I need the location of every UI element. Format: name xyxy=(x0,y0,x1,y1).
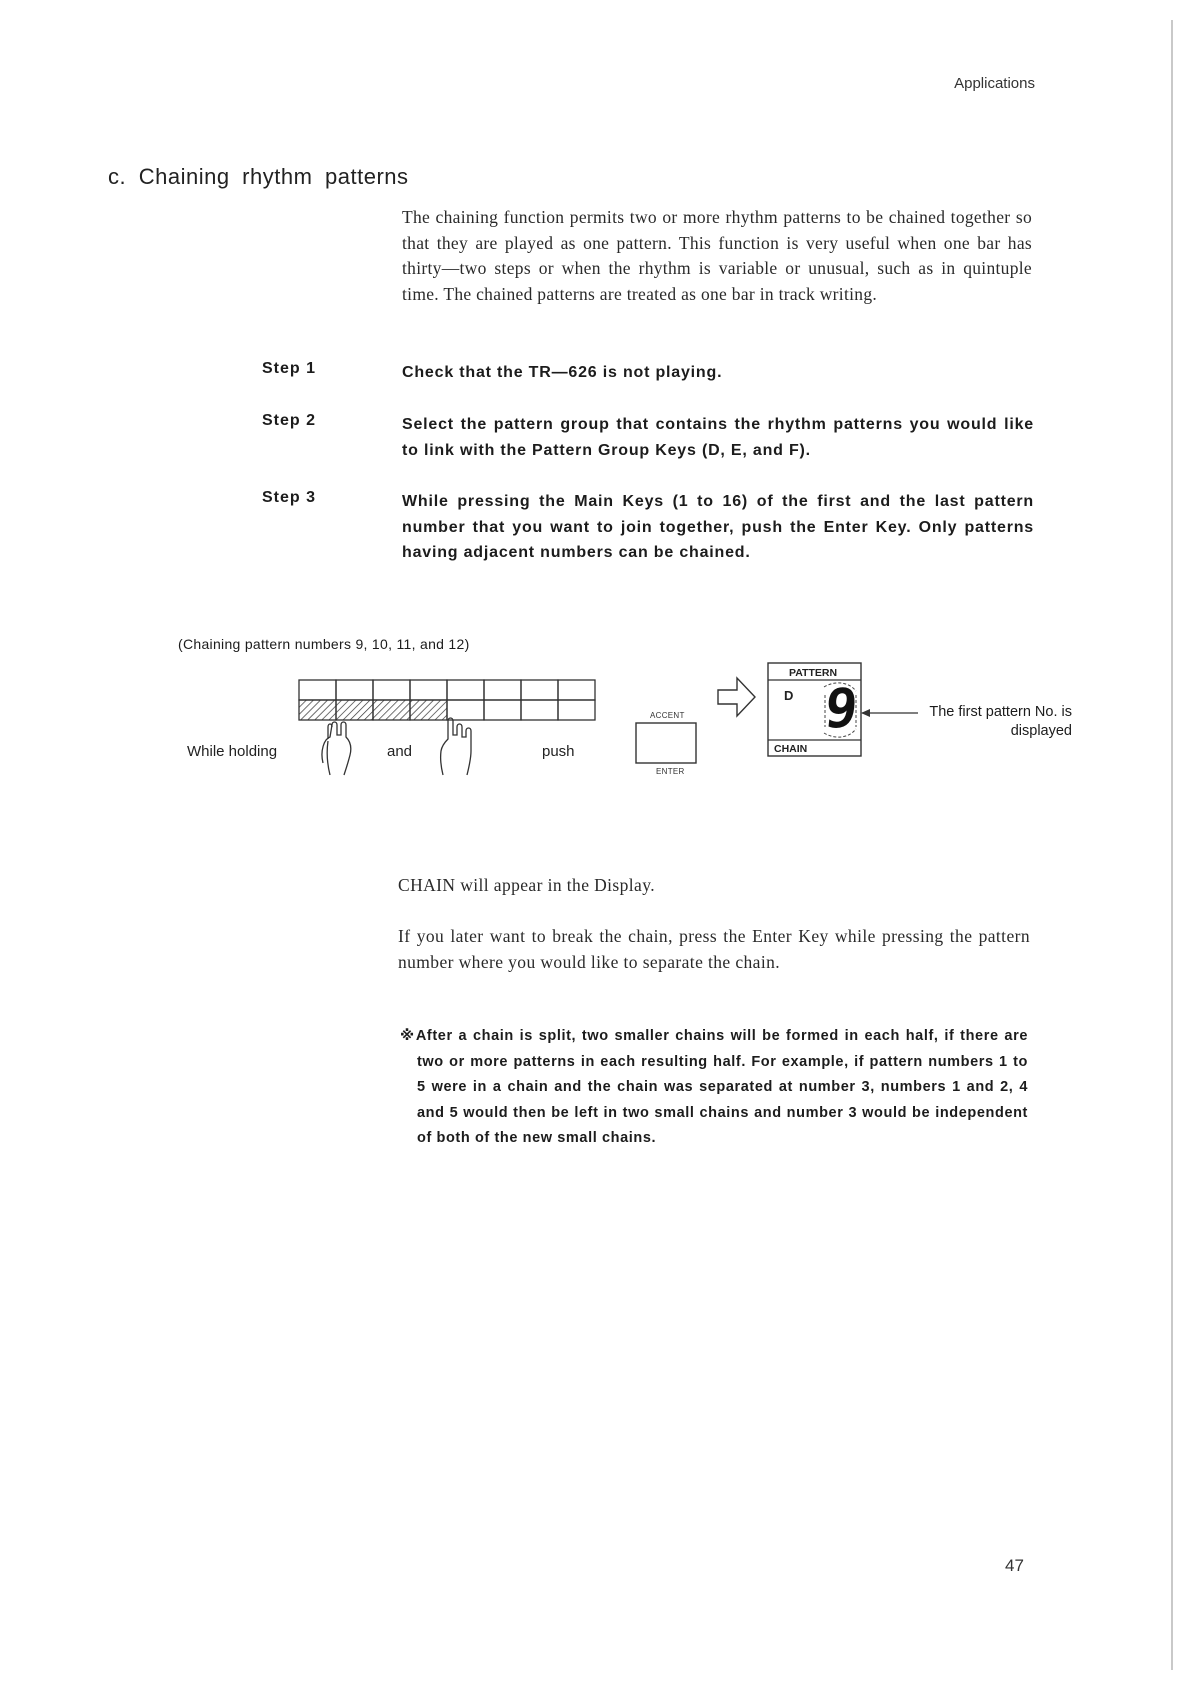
page-number: 47 xyxy=(1005,1556,1024,1575)
main-key-upper xyxy=(373,680,410,700)
main-key-hatched xyxy=(373,700,410,720)
main-key xyxy=(558,700,595,720)
step-text: Check that the TR—626 is not playing. xyxy=(402,364,723,381)
display-pattern-label: PATTERN xyxy=(789,667,838,679)
enter-key xyxy=(636,723,696,763)
page-edge-line xyxy=(1171,20,1173,1670)
main-key xyxy=(447,700,484,720)
break-chain-paragraph: If you later want to break the chain, press the Enter Key while pressing the pattern number where you would like to separate the chain. xyxy=(398,926,1030,972)
main-key-hatched xyxy=(299,700,336,720)
main-key-upper xyxy=(336,680,373,700)
right-finger-icon xyxy=(441,718,471,775)
main-key-upper xyxy=(299,680,336,700)
display-digit: 9 xyxy=(821,677,861,740)
main-key-upper xyxy=(447,680,484,700)
main-key-upper xyxy=(484,680,521,700)
running-head: Applications xyxy=(954,75,1035,92)
intro-paragraph: The chaining function permits two or more rhythm patterns to be chained together so that they are played as one pattern. This function is very useful when one bar has thirty—two steps or when the rhythm is variable or unusual, such as in quintuple time. The chained patterns are treated as one bar in track writing. xyxy=(402,207,1032,304)
step-label: Step 1 xyxy=(262,360,317,377)
and-label: and xyxy=(387,743,413,760)
main-key xyxy=(484,700,521,720)
push-label: push xyxy=(542,743,575,760)
footnote-text: ※After a chain is split, two smaller chains will be formed in each half, if there are two or more patterns in each resulting half. For example, if pattern numbers 1 to 5 were in a chain and the chain was separated at number 3, numbers 1 and 2, 4 and 5 would then be left in two small chains and number 3 would be independent of both of the new small chains. xyxy=(400,1028,1028,1147)
step-label: Step 3 xyxy=(262,489,317,506)
main-key-hatched xyxy=(336,700,373,720)
left-finger-icon xyxy=(322,722,351,775)
step-text: While pressing the Main Keys (1 to 16) of the first and the last pattern number that you want to join together, push the Enter Key. Only patterns having adjacent numbers can be chained. xyxy=(402,493,1034,562)
main-key-hatched xyxy=(410,700,447,720)
enter-label: ENTER xyxy=(656,767,685,776)
main-keys-row xyxy=(299,680,595,720)
while-holding-label: While holding xyxy=(187,743,278,760)
step-text: Select the pattern group that contains the rhythm patterns you would like to link with the Pattern Group Keys (D, E, and F). xyxy=(402,416,1034,459)
footnote xyxy=(400,1024,1028,1152)
step-label: Step 2 xyxy=(262,412,317,429)
display-note: The first pattern No. is displayed xyxy=(929,704,1072,739)
main-key-upper xyxy=(410,680,447,700)
section-title: c. Chaining rhythm patterns xyxy=(108,164,409,190)
pointer-arrowhead xyxy=(861,709,870,717)
display-group-letter: D xyxy=(784,688,794,703)
chain-appears-paragraph: CHAIN will appear in the Display. xyxy=(398,875,656,895)
diagram-caption: (Chaining pattern numbers 9, 10, 11, and 12) xyxy=(178,636,470,652)
arrow-right-icon xyxy=(718,678,755,716)
accent-label: ACCENT xyxy=(650,711,685,720)
main-key xyxy=(521,700,558,720)
display-chain-label: CHAIN xyxy=(774,743,808,755)
main-key-upper xyxy=(521,680,558,700)
main-key-upper xyxy=(558,680,595,700)
